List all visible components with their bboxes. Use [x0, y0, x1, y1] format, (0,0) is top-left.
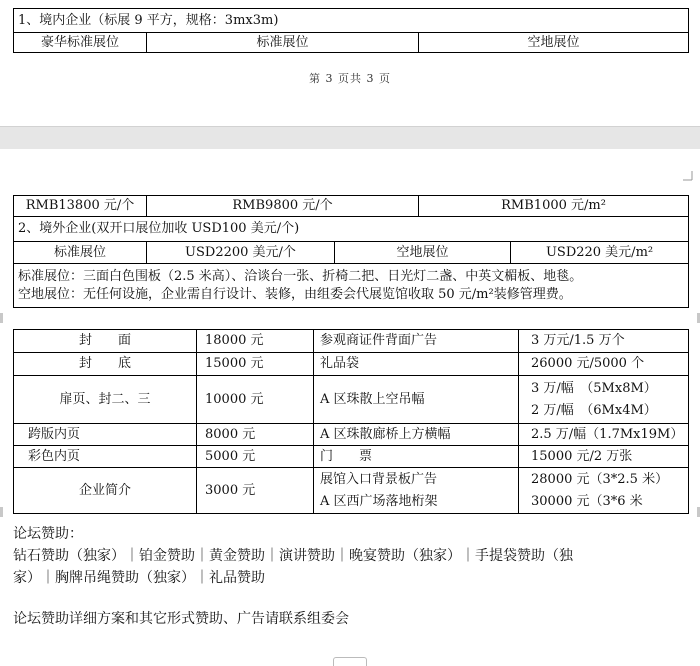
ad-item: 扉页、封二、三 — [14, 376, 197, 424]
ad-item: 彩色内页 — [14, 446, 197, 468]
note-open-space: 空地展位：无任何设施，企业需自行设计、装修，由组委会代展览馆收取 50 元/m²装修管理费。 — [18, 286, 572, 302]
ad-price: 10000 元 — [197, 376, 314, 424]
ad-item-2: 门 票 — [314, 446, 519, 468]
table-row — [14, 446, 689, 468]
foreign-standard-label: 标准展位 — [14, 242, 147, 264]
ad-price: 5000 元 — [197, 446, 314, 468]
booth-notes — [14, 264, 689, 308]
ad-price-line: 28000 元（3*2.5 米） — [531, 471, 669, 487]
ad-price-2: 26000 元/5000 个 — [519, 353, 689, 376]
ad-price: 15000 元 — [197, 353, 314, 376]
left-margin-marker — [0, 507, 3, 517]
booth-type-deluxe: 豪华标准展位 — [14, 33, 147, 53]
ad-item-2: A 区珠散上空吊幅 — [314, 376, 519, 424]
price-deluxe: RMB13800 元/个 — [14, 196, 147, 217]
ad-price-2: 3 万元/1.5 万个 — [519, 330, 689, 353]
domestic-booth-table — [13, 8, 689, 53]
foreign-open-price: USD220 美元/m² — [511, 242, 689, 264]
note-standard: 标准展位：三面白色围板（2.5 米高）、洽谈台一张、折椅二把、日光灯二盏、中英文楣板、地毯。 — [18, 268, 583, 284]
ad-price: 3000 元 — [197, 468, 314, 514]
domestic-heading: 1、境内企业（标展 9 平方，规格：3mx3m) — [14, 9, 689, 33]
page-footer: 第 3 页共 3 页 — [309, 72, 391, 85]
ad-item-2: 礼品袋 — [314, 353, 519, 376]
forum-contact: 论坛赞助详细方案和其它形式赞助、广告请联系组委会 — [13, 611, 349, 627]
page-continuation — [0, 149, 700, 663]
ad-price: 18000 元 — [197, 330, 314, 353]
ad-item: 封 面 — [14, 330, 197, 353]
price-table — [13, 195, 689, 308]
table-row — [14, 468, 689, 514]
ad-item-2: A 区珠散廊桥上方横幅 — [314, 424, 519, 446]
ad-item-2 — [314, 468, 519, 514]
ad-price-2: 2.5 万/幅（1.7Mx19M） — [519, 424, 689, 446]
forum-sponsor-list-2: 家）｜胸牌吊绳赞助（独家）｜礼品赞助 — [13, 570, 265, 586]
table-row — [14, 330, 689, 353]
ad-price-line: 3 万/幅 （5Mx8M） — [531, 380, 657, 396]
ad-price: 8000 元 — [197, 424, 314, 446]
booth-type-open-space: 空地展位 — [419, 33, 689, 53]
table-row — [14, 376, 689, 424]
ad-price-line: 2 万/幅 （6Mx4M） — [531, 402, 657, 418]
foreign-open-label: 空地展位 — [335, 242, 511, 264]
ad-item-2: 参观商证件背面广告 — [314, 330, 519, 353]
ad-price-2: 15000 元/2 万张 — [519, 446, 689, 468]
forum-sponsorship — [13, 523, 688, 630]
advertising-table — [13, 329, 689, 514]
page-separator — [0, 126, 700, 150]
price-open-space: RMB1000 元/m² — [419, 196, 689, 217]
foreign-heading: 2、境外企业(双开口展位加收 USD100 美元/个) — [14, 217, 689, 242]
crop-mark-icon — [683, 171, 693, 181]
ad-price-line: 30000 元（3*6 米 — [531, 493, 643, 509]
ad-item-line: 展馆入口背景板广告 — [320, 471, 438, 487]
page-3-bottom — [0, 0, 700, 126]
blank-line — [13, 589, 688, 608]
table-row — [14, 424, 689, 446]
booth-type-standard: 标准展位 — [147, 33, 419, 53]
page-bottom-tab — [333, 657, 367, 666]
ad-item-line: A 区西广场落地桁架 — [320, 493, 438, 509]
forum-sponsor-list-1: 钻石赞助（独家）｜铂金赞助｜黄金赞助｜演讲赞助｜晚宴赞助（独家）｜手提袋赞助（独 — [13, 548, 573, 564]
ad-item: 跨版内页 — [14, 424, 197, 446]
forum-title: 论坛赞助： — [13, 526, 83, 542]
ad-item: 封 底 — [14, 353, 197, 376]
foreign-standard-price: USD2200 美元/个 — [147, 242, 335, 264]
ad-price-2 — [519, 376, 689, 424]
table-row — [14, 353, 689, 376]
left-margin-marker — [0, 313, 3, 323]
ad-price-2 — [519, 468, 689, 514]
ad-item: 企业简介 — [14, 468, 197, 514]
price-standard: RMB9800 元/个 — [147, 196, 419, 217]
